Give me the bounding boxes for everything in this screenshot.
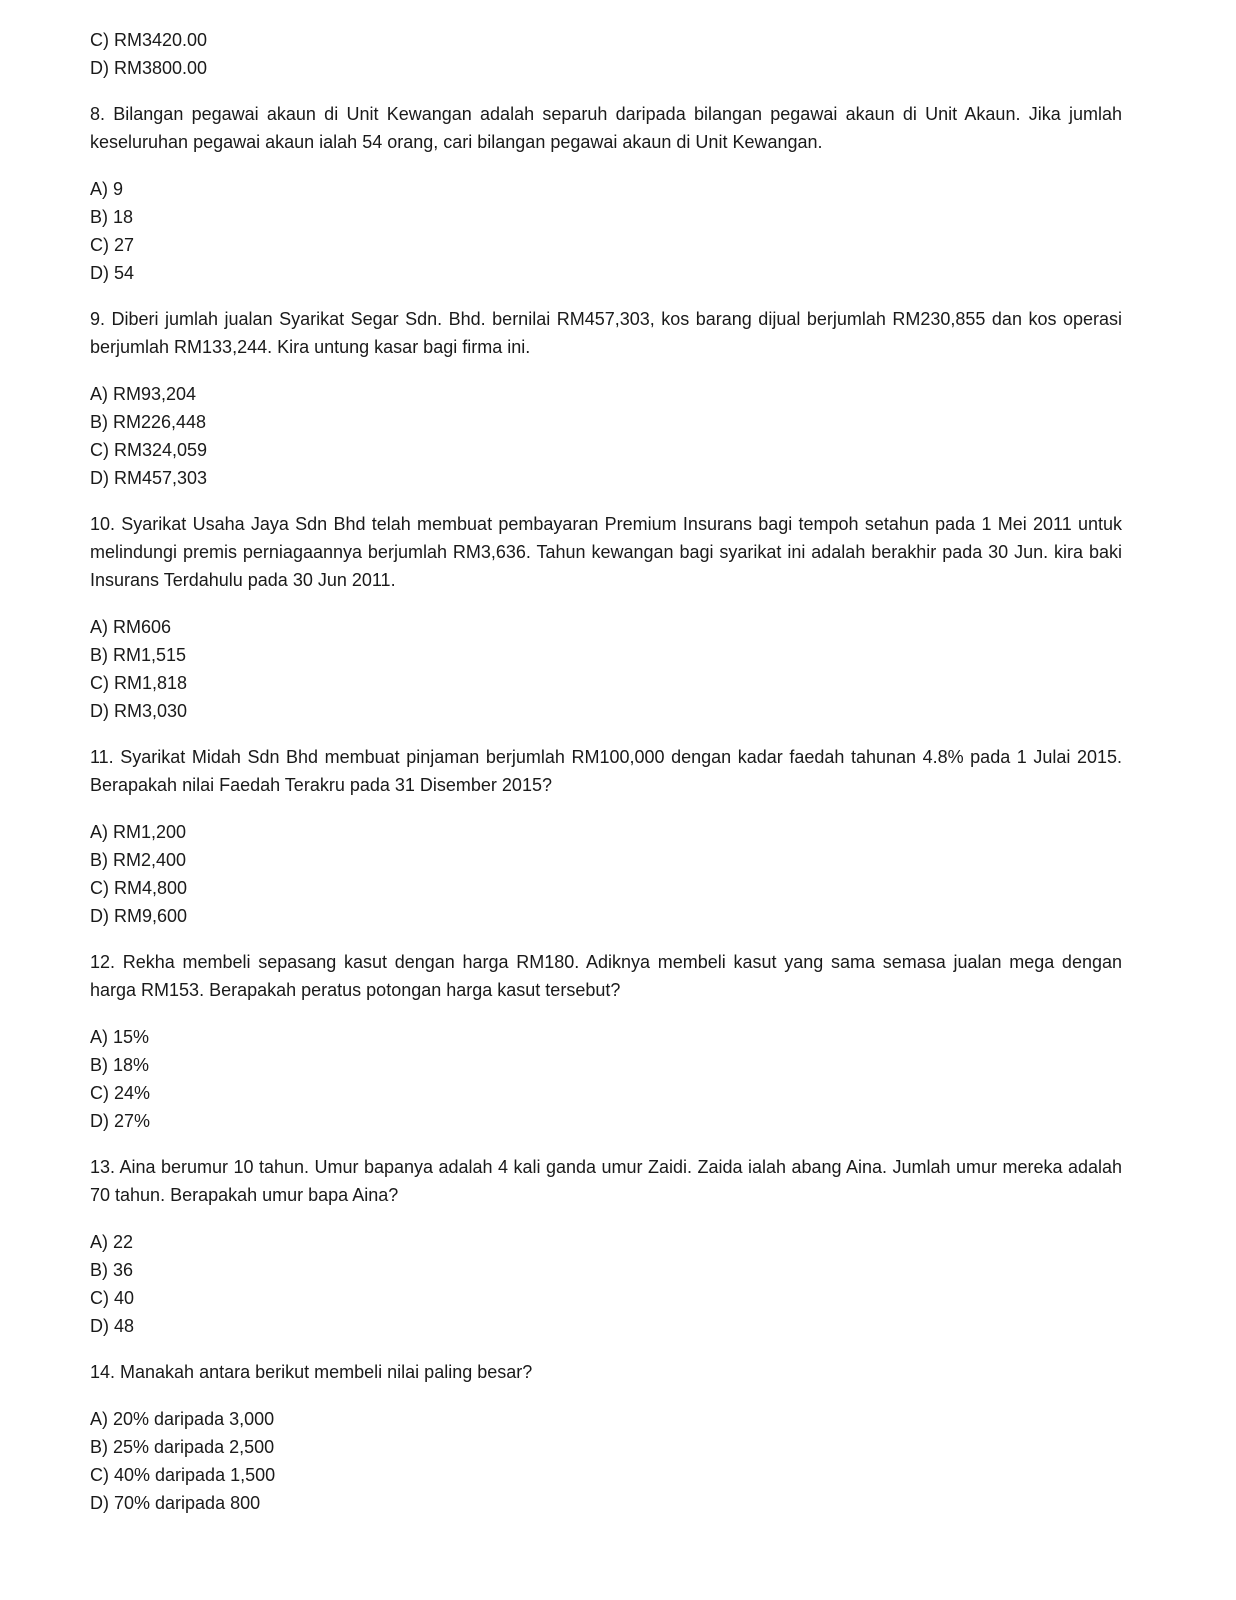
document-page [90,26,1122,1517]
option-c: C) RM4,800 [90,878,188,898]
option-b: B) 18 [90,207,134,227]
option-b: B) 36 [90,1260,134,1280]
option-a: A) 15% [90,1027,150,1047]
option-b: B) RM1,515 [90,645,187,665]
question-text: 11. Syarikat Midah Sdn Bhd membuat pinjaman berjumlah RM100,000 dengan kadar faedah tahunan 4.8% pada 1 Julai 2015. Berapakah nilai Faedah Terakru pada 31 Disember 2015? [90,747,1122,795]
question-10 [90,510,1122,725]
option-d: D) RM3800.00 [90,58,208,78]
option-b: B) RM2,400 [90,850,187,870]
option-a: A) 9 [90,179,124,199]
option-d: D) RM3,030 [90,701,188,721]
question-text: 9. Diberi jumlah jualan Syarikat Segar Sdn. Bhd. bernilai RM457,303, kos barang dijual berjumlah RM230,855 dan kos operasi berjumlah RM133,244. Kira untung kasar bagi firma ini. [90,309,1122,357]
option-c: C) 40% daripada 1,500 [90,1465,276,1485]
options-list [90,818,1122,930]
option-a: A) RM606 [90,617,172,637]
option-d: D) 48 [90,1316,135,1336]
question-text: 8. Bilangan pegawai akaun di Unit Kewangan adalah separuh daripada bilangan pegawai akaun di Unit Akaun. Jika jumlah keseluruhan pegawai akaun ialah 54 orang, cari bilangan pegawai akaun di Unit Kewangan. [90,104,1122,152]
options-list [90,1023,1122,1135]
option-b: B) RM226,448 [90,412,207,432]
option-c: C) 40 [90,1288,135,1308]
question-11 [90,743,1122,930]
options-list [90,380,1122,492]
option-c: C) 24% [90,1083,151,1103]
carryover-options [90,26,1122,82]
option-d: D) 27% [90,1111,151,1131]
option-c: C) RM324,059 [90,440,208,460]
options-list [90,613,1122,725]
option-b: B) 18% [90,1055,150,1075]
options-list [90,1228,1122,1340]
question-text: 13. Aina berumur 10 tahun. Umur bapanya adalah 4 kali ganda umur Zaidi. Zaida ialah abang Aina. Jumlah umur mereka adalah 70 tahun. Berapakah umur bapa Aina? [90,1157,1122,1205]
options-list [90,175,1122,287]
question-text: 12. Rekha membeli sepasang kasut dengan harga RM180. Adiknya membeli kasut yang sama semasa jualan mega dengan harga RM153. Berapakah peratus potongan harga kasut tersebut? [90,952,1122,1000]
option-b: B) 25% daripada 2,500 [90,1437,275,1457]
question-14 [90,1358,1122,1517]
option-c: C) RM1,818 [90,673,188,693]
option-c: C) RM3420.00 [90,30,208,50]
question-13 [90,1153,1122,1340]
question-12 [90,948,1122,1135]
option-c: C) 27 [90,235,135,255]
option-a: A) RM1,200 [90,822,187,842]
option-d: D) 70% daripada 800 [90,1493,261,1513]
question-text: 14. Manakah antara berikut membeli nilai paling besar? [90,1362,533,1382]
question-text: 10. Syarikat Usaha Jaya Sdn Bhd telah membuat pembayaran Premium Insurans bagi tempoh setahun pada 1 Mei 2011 untuk melindungi premis perniagaannya berjumlah RM3,636. Tahun kewangan bagi syarikat ini adalah berakhir pada 30 Jun. kira baki Insurans Terdahulu pada 30 Jun 2011. [90,514,1122,590]
option-a: A) RM93,204 [90,384,197,404]
option-a: A) 20% daripada 3,000 [90,1409,275,1429]
question-9 [90,305,1122,492]
option-a: A) 22 [90,1232,134,1252]
option-d: D) RM457,303 [90,468,208,488]
option-d: D) 54 [90,263,135,283]
question-8 [90,100,1122,287]
options-list [90,1405,1122,1517]
option-d: D) RM9,600 [90,906,188,926]
